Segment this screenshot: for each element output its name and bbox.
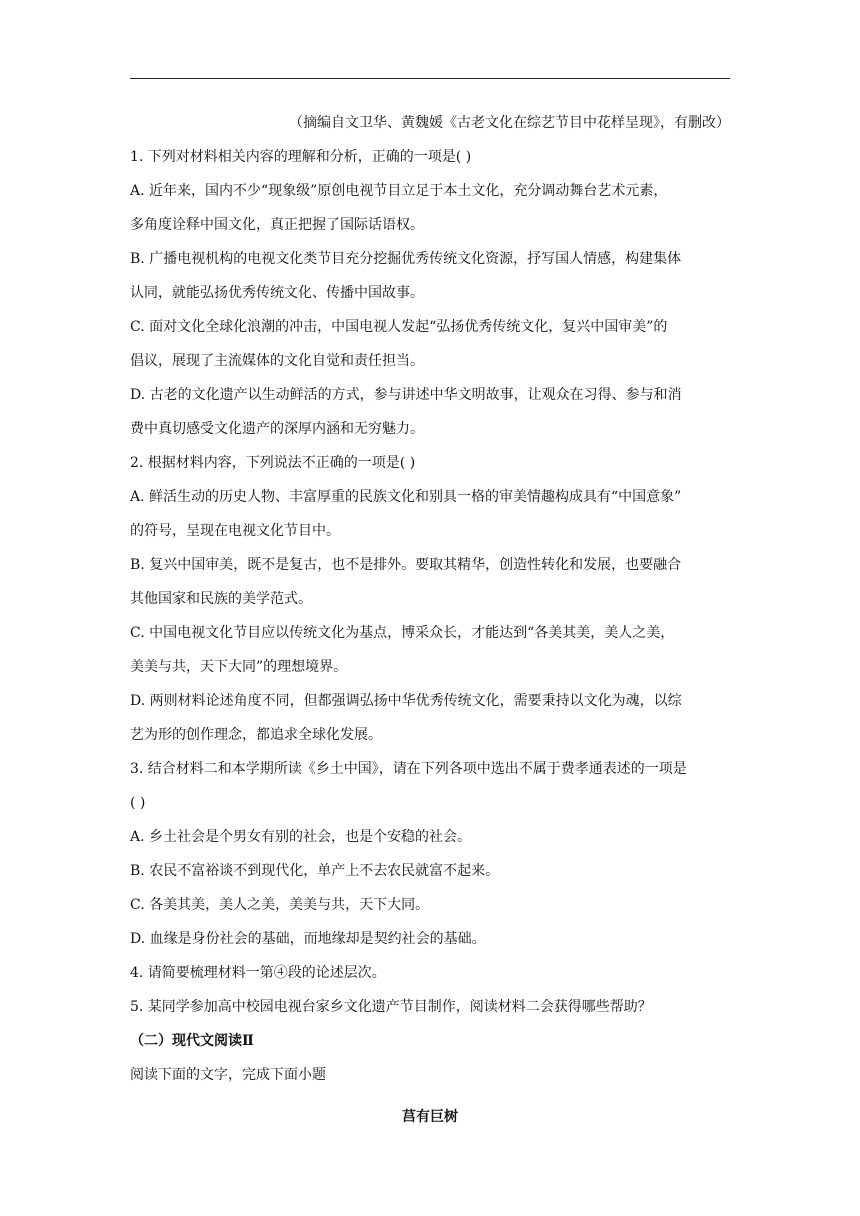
option-text-line: 倡议，展现了主流媒体的文化自觉和责任担当。 xyxy=(130,353,424,369)
option-text-line: D. 两则材料论述角度不同，但都强调弘扬中华优秀传统文化，需要秉持以文化为魂，以综 xyxy=(130,693,682,709)
question-stem-line: 5. 某同学参加高中校园电视台家乡文化遗产节目制作，阅读材料二会获得哪些帮助？ xyxy=(130,999,652,1015)
answer-option xyxy=(130,854,730,888)
option-text-line: 其他国家和民族的美学范式。 xyxy=(130,591,312,607)
answer-option xyxy=(130,480,730,548)
question-5 xyxy=(130,990,730,1024)
answer-option xyxy=(130,922,730,956)
answer-option xyxy=(130,684,730,752)
option-text-line: D. 古老的文化遗产以生动鲜活的方式，参与讲述中华文明故事，让观众在习得、参与和消 xyxy=(130,387,682,403)
question-stem-line: 4. 请简要梳理材料一第④段的论述层次。 xyxy=(130,965,386,981)
answer-option xyxy=(130,820,730,854)
option-text-line: A. 乡土社会是个男女有别的社会，也是个安稳的社会。 xyxy=(130,829,472,845)
question-stem-line: ( ) xyxy=(130,795,146,811)
header-rule xyxy=(130,78,730,79)
answer-option xyxy=(130,174,730,242)
option-text-line: C. 面对文化全球化浪潮的冲击，中国电视人发起“弘扬优秀传统文化，复兴中国审美”的 xyxy=(130,319,668,335)
document-content xyxy=(130,106,730,1134)
option-text-line: D. 血缘是身份社会的基础，而地缘却是契约社会的基础。 xyxy=(130,931,486,947)
answer-option xyxy=(130,616,730,684)
question-4 xyxy=(130,956,730,990)
question-list xyxy=(130,140,730,1024)
section-heading: （二）现代文阅读Ⅱ xyxy=(130,1033,254,1049)
option-text-line: 艺为形的创作理念，都追求全球化发展。 xyxy=(130,727,382,743)
question-3 xyxy=(130,752,730,956)
option-text-line: B. 复兴中国审美，既不是复古，也不是排外。要取其精华，创造性转化和发展，也要融合 xyxy=(130,557,682,573)
answer-option xyxy=(130,310,730,378)
answer-option xyxy=(130,548,730,616)
question-1 xyxy=(130,140,730,446)
option-text-line: C. 中国电视文化节目应以传统文化为基点，博采众长，才能达到“各美其美，美人之美， xyxy=(130,625,675,641)
answer-option xyxy=(130,242,730,310)
question-2 xyxy=(130,446,730,752)
option-text-line: A. 近年来，国内不少“现象级”原创电视节目立足于本土文化，充分调动舞台艺术元素， xyxy=(130,183,668,199)
question-stem-line: 2. 根据材料内容，下列说法不正确的一项是( ) xyxy=(130,455,416,471)
option-text-line: B. 农民不富裕谈不到现代化，单产上不去农民就富不起来。 xyxy=(130,863,500,879)
answer-option xyxy=(130,378,730,446)
question-stem-line: 1. 下列对材料相关内容的理解和分析，正确的一项是( ) xyxy=(130,149,472,165)
reading-instruction: 阅读下面的文字，完成下面小题 xyxy=(130,1067,326,1083)
answer-option xyxy=(130,888,730,922)
passage-title: 莒有巨树 xyxy=(402,1109,458,1125)
option-text-line: B. 广播电视机构的电视文化类节目充分挖掘优秀传统文化资源，抒写国人情感，构建集体 xyxy=(130,251,682,267)
option-text-line: 美美与共，天下大同”的理想境界。 xyxy=(130,659,348,675)
option-text-line: 费中真切感受文化遗产的深厚内涵和无穷魅力。 xyxy=(130,421,424,437)
option-text-line: 的符号，呈现在电视文化节目中。 xyxy=(130,523,340,539)
option-text-line: 多角度诠释中国文化，真正把握了国际话语权。 xyxy=(130,217,424,233)
option-text-line: 认同，就能弘扬优秀传统文化、传播中国故事。 xyxy=(130,285,424,301)
option-text-line: C. 各美其美，美人之美，美美与共，天下大同。 xyxy=(130,897,430,913)
question-stem-line: 3. 结合材料二和本学期所读《乡土中国》，请在下列各项中选出不属于费孝通表述的一项是 xyxy=(130,761,687,777)
option-text-line: A. 鲜活生动的历史人物、丰富厚重的民族文化和别具一格的审美情趣构成具有“中国意象” xyxy=(130,489,682,505)
source-note: （摘编自文卫华、黄魏媛《古老文化在综艺节目中花样呈现》，有删改） xyxy=(289,115,730,131)
